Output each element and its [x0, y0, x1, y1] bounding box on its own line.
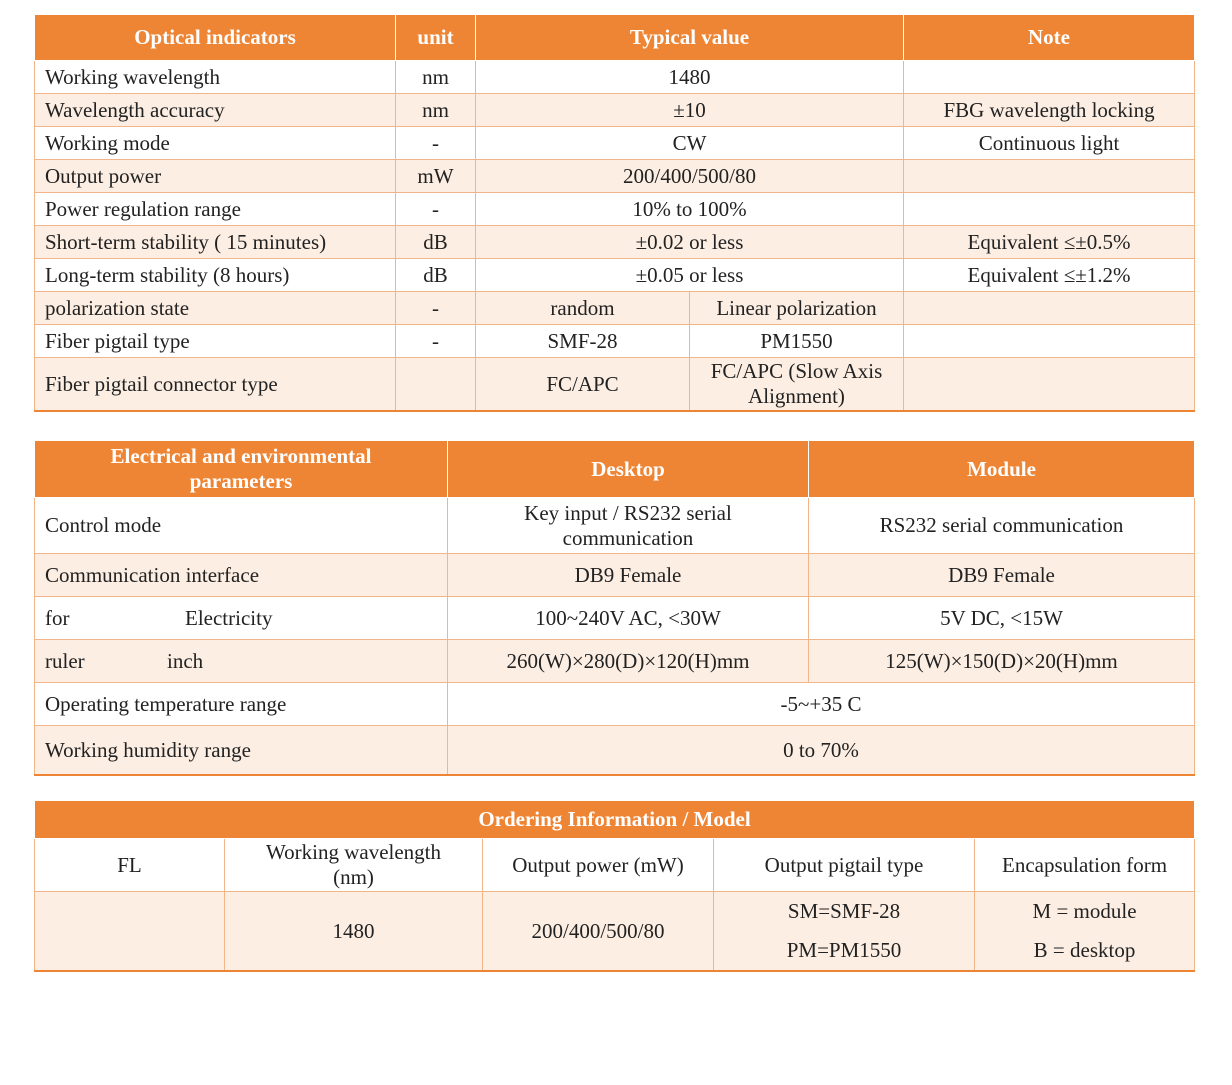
unit-cell: mW — [396, 160, 476, 193]
header-note: Note — [904, 15, 1195, 61]
param-cell: Operating temperature range — [35, 683, 448, 726]
param-cell: Output power — [35, 160, 396, 193]
table-row — [35, 554, 1195, 597]
table-row — [35, 325, 1195, 358]
ordering-information-table — [34, 800, 1195, 972]
pigtail-option: SM=SMF-28 — [787, 899, 901, 923]
unit-cell: - — [396, 193, 476, 226]
note-cell — [904, 61, 1195, 94]
form-value-cell — [975, 892, 1195, 972]
desktop-cell: 100~240V AC, <30W — [448, 597, 809, 640]
module-cell: DB9 Female — [809, 554, 1195, 597]
header-unit: unit — [396, 15, 476, 61]
unit-cell: nm — [396, 94, 476, 127]
electrical-header-row — [35, 441, 1195, 498]
value-cell: ±10 — [476, 94, 904, 127]
param-cell: Working wavelength — [35, 61, 396, 94]
note-cell: Equivalent ≤±0.5% — [904, 226, 1195, 259]
param-cell-part-b: inch — [167, 648, 204, 673]
ordering-header-row — [35, 801, 1195, 839]
ordering-title: Ordering Information / Model — [35, 801, 1195, 839]
column-working-wavelength: Working wavelength (nm) — [225, 839, 483, 892]
table-row — [35, 358, 1195, 412]
value-a-cell: FC/APC — [476, 358, 690, 412]
table-row — [35, 292, 1195, 325]
header-desktop: Desktop — [448, 441, 809, 498]
form-option: B = desktop — [1033, 938, 1136, 962]
pigtail-option: PM=PM1550 — [786, 938, 902, 962]
table-row — [35, 127, 1195, 160]
ordering-values-row — [35, 892, 1195, 972]
table-row — [35, 226, 1195, 259]
note-cell — [904, 160, 1195, 193]
table-row — [35, 640, 1195, 683]
table-row — [35, 726, 1195, 776]
table-row — [35, 683, 1195, 726]
param-cell: Control mode — [35, 498, 448, 554]
unit-cell: dB — [396, 259, 476, 292]
value-cell: ±0.02 or less — [476, 226, 904, 259]
value-cell: ±0.05 or less — [476, 259, 904, 292]
note-cell — [904, 358, 1195, 412]
column-encapsulation-form: Encapsulation form — [975, 839, 1195, 892]
unit-cell: - — [396, 325, 476, 358]
value-cell: 10% to 100% — [476, 193, 904, 226]
column-fl: FL — [35, 839, 225, 892]
param-cell: Fiber pigtail connector type — [35, 358, 396, 412]
note-cell — [904, 292, 1195, 325]
value-cell: 200/400/500/80 — [476, 160, 904, 193]
param-cell-part-a: ruler — [45, 648, 85, 673]
fl-value-cell — [35, 892, 225, 972]
note-cell — [904, 325, 1195, 358]
param-cell: Long-term stability (8 hours) — [35, 259, 396, 292]
value-cell: CW — [476, 127, 904, 160]
value-cell: -5~+35 C — [448, 683, 1195, 726]
column-output-power: Output power (mW) — [483, 839, 714, 892]
value-a-cell: random — [476, 292, 690, 325]
param-cell — [35, 597, 448, 640]
param-cell — [35, 640, 448, 683]
table-row — [35, 259, 1195, 292]
desktop-cell: Key input / RS232 serial communication — [448, 498, 809, 554]
module-cell: RS232 serial communication — [809, 498, 1195, 554]
param-cell-part-b: Electricity — [185, 605, 273, 630]
table-row — [35, 94, 1195, 127]
header-electrical-parameters: Electrical and environmental parameters — [35, 441, 448, 498]
table-row — [35, 193, 1195, 226]
module-cell: 125(W)×150(D)×20(H)mm — [809, 640, 1195, 683]
table-row — [35, 498, 1195, 554]
form-option: M = module — [1032, 899, 1137, 923]
power-value-cell: 200/400/500/80 — [483, 892, 714, 972]
value-b-cell: PM1550 — [690, 325, 904, 358]
optical-indicators-table — [34, 14, 1195, 412]
electrical-parameters-table — [34, 440, 1195, 776]
value-b-cell: FC/APC (Slow Axis Alignment) — [690, 358, 904, 412]
note-cell — [904, 193, 1195, 226]
param-cell: Communication interface — [35, 554, 448, 597]
param-cell: Working humidity range — [35, 726, 448, 776]
table-row — [35, 160, 1195, 193]
param-cell: Working mode — [35, 127, 396, 160]
param-cell-part-a: for — [45, 605, 70, 630]
value-a-cell: SMF-28 — [476, 325, 690, 358]
ordering-columns-row — [35, 839, 1195, 892]
wavelength-value-cell: 1480 — [225, 892, 483, 972]
optical-header-row — [35, 15, 1195, 61]
unit-cell — [396, 358, 476, 412]
unit-cell: - — [396, 127, 476, 160]
value-cell: 1480 — [476, 61, 904, 94]
note-cell: Continuous light — [904, 127, 1195, 160]
header-optical-indicators: Optical indicators — [35, 15, 396, 61]
value-b-cell: Linear polarization — [690, 292, 904, 325]
unit-cell: nm — [396, 61, 476, 94]
unit-cell: - — [396, 292, 476, 325]
header-module: Module — [809, 441, 1195, 498]
table-row — [35, 61, 1195, 94]
header-typical-value: Typical value — [476, 15, 904, 61]
desktop-cell: DB9 Female — [448, 554, 809, 597]
param-cell: polarization state — [35, 292, 396, 325]
param-cell: Short-term stability ( 15 minutes) — [35, 226, 396, 259]
param-cell: Fiber pigtail type — [35, 325, 396, 358]
note-cell: Equivalent ≤±1.2% — [904, 259, 1195, 292]
unit-cell: dB — [396, 226, 476, 259]
module-cell: 5V DC, <15W — [809, 597, 1195, 640]
table-row — [35, 597, 1195, 640]
desktop-cell: 260(W)×280(D)×120(H)mm — [448, 640, 809, 683]
param-cell: Power regulation range — [35, 193, 396, 226]
column-output-pigtail-type: Output pigtail type — [714, 839, 975, 892]
value-cell: 0 to 70% — [448, 726, 1195, 776]
note-cell: FBG wavelength locking — [904, 94, 1195, 127]
param-cell: Wavelength accuracy — [35, 94, 396, 127]
pigtail-value-cell — [714, 892, 975, 972]
